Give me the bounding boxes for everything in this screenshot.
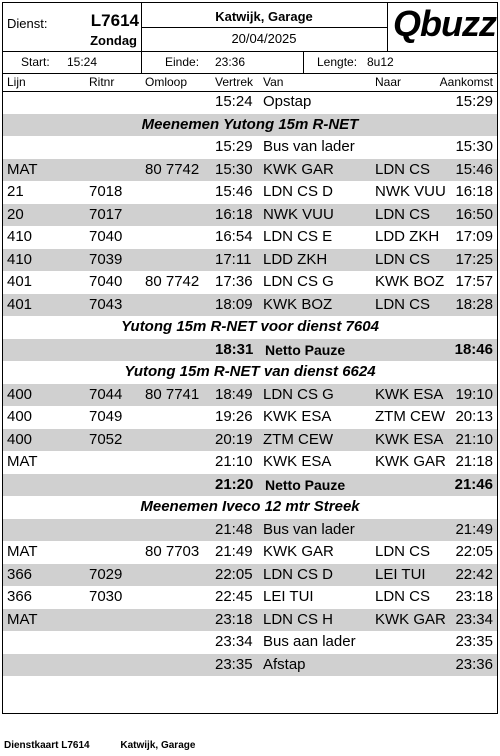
einde-cell: [141, 51, 304, 73]
trip-row: [3, 541, 497, 564]
cell-naar: LDN CS: [375, 250, 431, 268]
qbuzz-logo: [387, 3, 497, 51]
trip-row: [3, 519, 497, 542]
section-text: Yutong 15m R-NET voor dienst 7604: [121, 318, 379, 335]
cell-vertrek: 20:19: [215, 430, 253, 448]
lengte-label: Lengte:: [317, 55, 358, 69]
cell-aankomst: 16:50: [455, 205, 493, 223]
cell-aankomst: 23:36: [455, 655, 493, 673]
cell-aankomst: 15:30: [455, 138, 493, 155]
cell-vertrek: 23:35: [215, 655, 253, 673]
col-ritnr: Ritnr: [89, 75, 115, 89]
trip-table: [3, 91, 497, 676]
cell-van: KWK ESA: [263, 408, 332, 425]
cell-lijn: MAT: [7, 543, 38, 560]
column-header: [3, 73, 497, 92]
cell-van: KWK GAR: [263, 160, 334, 178]
section-text: Meenemen Iveco 12 mtr Streek: [140, 498, 360, 515]
cell-van: KWK GAR: [263, 543, 334, 560]
cell-vertrek: 17:36: [215, 273, 253, 290]
footer-card: Dienstkaart L7614: [4, 740, 90, 751]
trip-row: [3, 429, 497, 452]
cell-vertrek: 15:24: [215, 93, 253, 110]
cell-aankomst: 21:49: [455, 520, 493, 538]
cell-lijn: 401: [7, 295, 33, 313]
trip-row: [3, 384, 497, 407]
date: 20/04/2025: [231, 31, 297, 46]
cell-naar: KWK GAR: [375, 610, 446, 628]
cell-aankomst: 22:42: [455, 565, 493, 583]
col-lijn: Lijn: [7, 75, 26, 89]
trip-row: [3, 654, 497, 677]
cell-aankomst: 17:25: [455, 250, 493, 268]
cell-aankomst: 16:18: [455, 183, 493, 200]
start-label: Start:: [21, 55, 50, 69]
cell-lijn: 410: [7, 228, 33, 245]
cell-aankomst: 20:13: [455, 408, 493, 425]
cell-vertrek: 15:46: [215, 183, 253, 200]
logo-text: Qbuzz: [393, 3, 496, 44]
trip-row: [3, 181, 497, 204]
col-vertrek: Vertrek: [215, 75, 254, 89]
trip-row: [3, 631, 497, 654]
cell-lijn: 366: [7, 565, 33, 583]
dienstkaart: [2, 2, 498, 714]
cell-van: Netto Pauze: [265, 476, 346, 493]
cell-ritnr: 7029: [89, 565, 123, 583]
cell-naar: LDN CS: [375, 543, 431, 560]
cell-van: LDN CS D: [263, 183, 334, 200]
cell-van: LDD ZKH: [263, 250, 328, 268]
cell-vertrek: 21:20: [215, 475, 254, 493]
col-naar: Naar: [375, 75, 402, 89]
cell-vertrek: 21:49: [215, 543, 253, 560]
cell-van: LDN CS D: [263, 565, 334, 583]
cell-naar: LEI TUI: [375, 565, 426, 583]
cell-ritnr: 7043: [89, 295, 123, 313]
trip-row: [3, 249, 497, 272]
cell-naar: ZTM CEW: [375, 408, 445, 425]
cell-aankomst: 21:18: [455, 453, 493, 470]
cell-ritnr: 7018: [89, 183, 123, 200]
cell-van: NWK VUU: [263, 205, 334, 223]
cell-naar: KWK ESA: [375, 430, 444, 448]
cell-vertrek: 23:18: [215, 610, 253, 628]
cell-van: KWK ESA: [263, 453, 332, 470]
trip-row: [3, 406, 497, 429]
cell-aankomst: 22:05: [455, 543, 493, 560]
cell-ritnr: 7044: [89, 385, 123, 403]
cell-vertrek: 18:09: [215, 295, 253, 313]
cell-lijn: 400: [7, 385, 33, 403]
cell-van: Afstap: [263, 655, 306, 673]
section-heading: [3, 316, 497, 339]
cell-lijn: 400: [7, 408, 33, 425]
divider: [141, 27, 387, 28]
lengte-cell: [303, 51, 497, 73]
section-text: Meenemen Yutong 15m R-NET: [141, 115, 359, 133]
section-heading: [3, 361, 497, 384]
dienst-label: Dienst:: [7, 16, 48, 31]
trip-row: [3, 204, 497, 227]
cell-naar: LDN CS: [375, 588, 431, 605]
cell-van: ZTM CEW: [263, 430, 333, 448]
cell-naar: LDN CS: [375, 160, 431, 178]
cell-lijn: MAT: [7, 160, 38, 178]
cell-naar: LDD ZKH: [375, 228, 440, 245]
cell-vertrek: 18:49: [215, 385, 253, 403]
cell-aankomst: 23:18: [455, 588, 493, 605]
trip-row: [3, 564, 497, 587]
cell-lijn: 20: [7, 205, 24, 223]
col-omloop: Omloop: [145, 75, 188, 89]
cell-vertrek: 17:11: [215, 250, 252, 268]
cell-van: LDN CS H: [263, 610, 334, 628]
cell-vertrek: 19:26: [215, 408, 253, 425]
cell-van: LEI TUI: [263, 588, 314, 605]
cell-aankomst: 18:28: [455, 295, 493, 313]
pause-row: [3, 474, 497, 497]
cell-van: KWK BOZ: [263, 295, 333, 313]
cell-aankomst: 19:10: [455, 385, 493, 403]
cell-ritnr: 7040: [89, 273, 123, 290]
cell-van: Bus aan lader: [263, 633, 356, 650]
lengte-value: 8u12: [367, 55, 394, 69]
cell-aankomst: 17:57: [455, 273, 493, 290]
trip-row: [3, 226, 497, 249]
cell-van: LDN CS E: [263, 228, 333, 245]
cell-van: LDN CS G: [263, 273, 334, 290]
einde-label: Einde:: [165, 55, 200, 69]
cell-ritnr: 7039: [89, 250, 123, 268]
header-top: [3, 3, 497, 52]
cell-naar: KWK ESA: [375, 385, 444, 403]
cell-vertrek: 21:48: [215, 520, 253, 538]
cell-aankomst: 15:29: [455, 93, 493, 110]
col-aankomst: Aankomst: [439, 75, 493, 89]
cell-lijn: 400: [7, 430, 33, 448]
cell-vertrek: 15:29: [215, 138, 253, 155]
cell-lijn: MAT: [7, 610, 38, 628]
cell-van: Bus van lader: [263, 138, 355, 155]
footer-location: Katwijk, Garage: [120, 740, 196, 751]
cell-ritnr: 7049: [89, 408, 123, 425]
cell-aankomst: 21:46: [454, 475, 493, 493]
cell-vertrek: 18:31: [215, 340, 254, 358]
cell-omloop: 80 7703: [145, 543, 200, 560]
trip-row: [3, 136, 497, 159]
dienst-number: L7614: [90, 11, 139, 30]
trip-row: [3, 159, 497, 182]
cell-ritnr: 7040: [89, 228, 123, 245]
trip-row: [3, 586, 497, 609]
cell-vertrek: 23:34: [215, 633, 253, 650]
start-time: 15:24: [67, 55, 98, 69]
cell-aankomst: 18:46: [454, 340, 493, 358]
dienst-box: [3, 3, 142, 51]
cell-van: Netto Pauze: [265, 341, 346, 358]
cell-aankomst: 15:46: [455, 160, 493, 178]
section-text: Yutong 15m R-NET van dienst 6624: [124, 363, 376, 380]
cell-vertrek: 16:18: [215, 205, 253, 223]
cell-van: LDN CS G: [263, 385, 334, 403]
cell-vertrek: 21:10: [215, 453, 253, 470]
trip-row: [3, 294, 497, 317]
cell-omloop: 80 7741: [145, 385, 200, 403]
cell-van: Opstap: [263, 93, 312, 110]
cell-van: Bus van lader: [263, 520, 355, 538]
shift-times-bar: [3, 51, 497, 74]
einde-time: 23:36: [215, 55, 246, 69]
cell-lijn: 21: [7, 183, 24, 200]
trip-row: [3, 609, 497, 632]
cell-omloop: 80 7742: [145, 273, 200, 290]
cell-aankomst: 21:10: [455, 430, 493, 448]
cell-aankomst: 23:34: [455, 610, 493, 628]
col-van: Van: [263, 75, 284, 89]
cell-vertrek: 15:30: [215, 160, 253, 178]
cell-naar: LDN CS: [375, 295, 431, 313]
start-cell: [3, 51, 142, 73]
section-heading: [3, 496, 497, 519]
day-label: Zondag: [90, 33, 137, 48]
cell-lijn: 366: [7, 588, 33, 605]
cell-naar: NWK VUU: [375, 183, 446, 200]
cell-aankomst: 23:35: [455, 633, 493, 650]
cell-lijn: MAT: [7, 453, 38, 470]
cell-naar: KWK GAR: [375, 453, 446, 470]
location-date-box: [141, 3, 388, 51]
cell-vertrek: 22:45: [215, 588, 253, 605]
section-heading: [3, 114, 497, 137]
footer: [4, 740, 223, 751]
cell-omloop: 80 7742: [145, 160, 200, 178]
cell-vertrek: 16:54: [215, 228, 253, 245]
cell-lijn: 410: [7, 250, 33, 268]
cell-vertrek: 22:05: [215, 565, 253, 583]
trip-row: [3, 451, 497, 474]
cell-aankomst: 17:09: [455, 228, 493, 245]
cell-ritnr: 7030: [89, 588, 123, 605]
location: Katwijk, Garage: [215, 9, 313, 24]
trip-row: [3, 271, 497, 294]
pause-row: [3, 339, 497, 362]
cell-naar: LDN CS: [375, 205, 431, 223]
cell-ritnr: 7052: [89, 430, 123, 448]
cell-lijn: 401: [7, 273, 33, 290]
trip-row: [3, 91, 497, 114]
cell-naar: KWK BOZ: [375, 273, 445, 290]
cell-ritnr: 7017: [89, 205, 123, 223]
